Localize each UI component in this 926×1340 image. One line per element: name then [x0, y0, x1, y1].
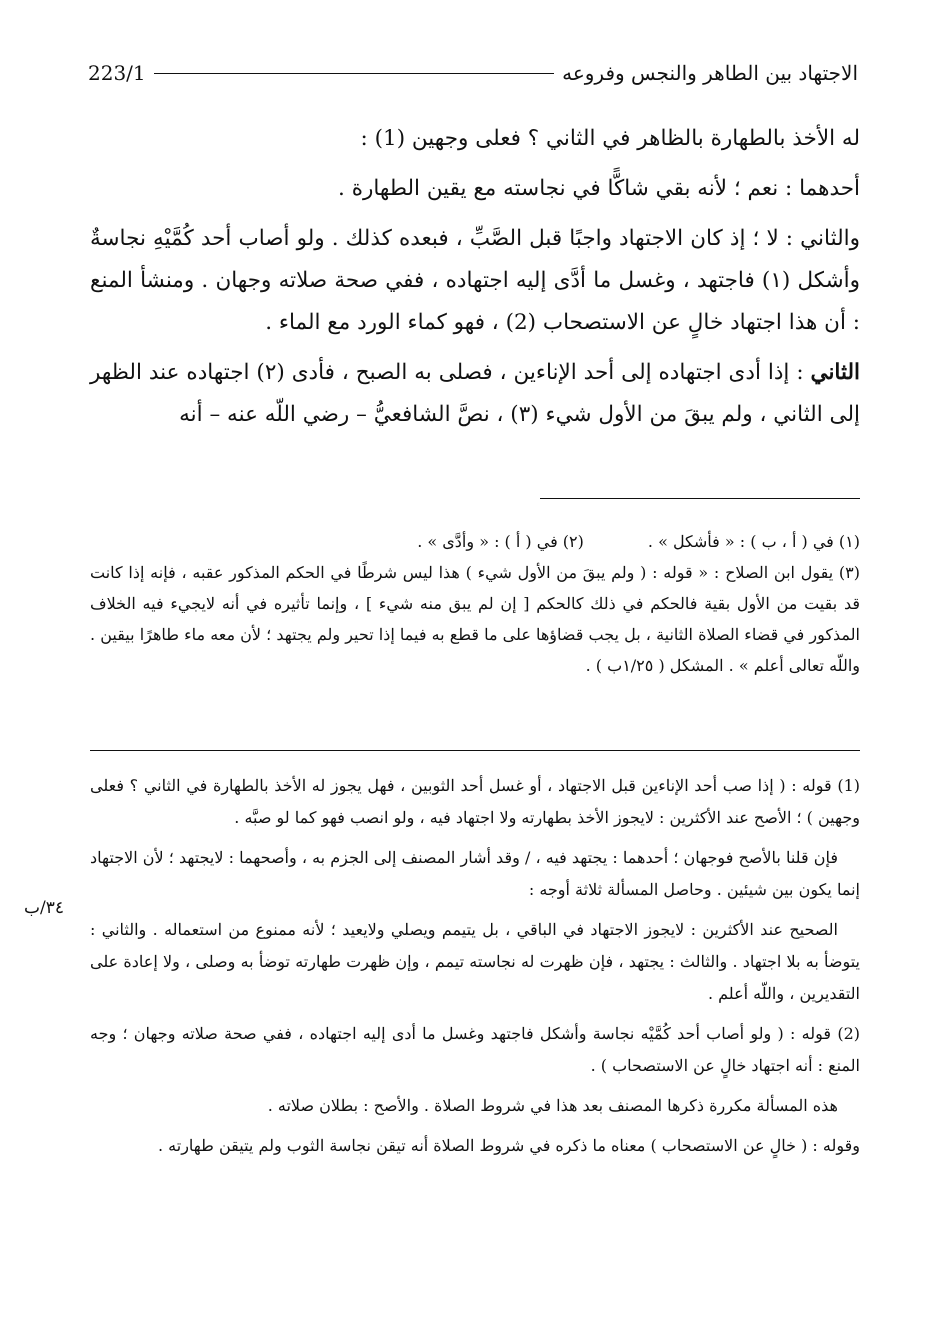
main-text — [90, 118, 860, 444]
footnote-separator — [540, 498, 860, 499]
footnote-2: (٢) في ( أ ) : « وأدَّى » . — [417, 532, 584, 551]
paragraph-4 — [90, 352, 860, 436]
paragraph-2: أحدهما : نعم ؛ لأنه بقي شاكًّا في نجاسته مع يقين الطهارة . — [338, 176, 860, 201]
running-title: الاجتهاد بين الطاهر والنجس وفروعه — [562, 61, 858, 85]
commentary-2: فإن قلنا بالأصح فوجهان ؛ أحدهما : يجتهد فيه ، / وقد أشار المصنف إلى الجزم به ، وأصحهما : لايجتهد ؛ لأن الاجتهاد إنما يكون بين شيئين . وحاصل المسألة ثلاثة أوجه : — [90, 848, 860, 899]
footnote-1: (١) في ( أ ، ب ) : « فأشكل » . — [647, 532, 860, 551]
page-number: 223/1 — [88, 61, 146, 85]
commentary — [90, 770, 860, 1170]
header-rule — [154, 73, 554, 74]
paragraph-1: له الأخذ بالطهارة بالظاهر في الثاني ؟ فعلى وجهين (1) : — [360, 126, 860, 151]
commentary-5: هذه المسألة مكررة ذكرها المصنف بعد هذا في شروط الصلاة . والأصح : بطلان صلاته . — [267, 1096, 838, 1115]
commentary-3: الصحيح عند الأكثرين : لايجوز الاجتهاد في الباقي ، بل يتيمم ويصلي ولايعيد ؛ لأنه ممنوع من استعماله . والثاني : يتوضأ به بلا اجتهاد . والثالث : يجتهد ، فإن ظهرت له نجاسته تيمم ، وإن ظهرت طهارته توضأ به وصلى ، ولا إعادة على التقديرين ، واللّه أعلم . — [90, 920, 860, 1003]
footnotes — [90, 526, 860, 681]
commentary-6: وقوله : ( خالٍ عن الاستصحاب ) معناه ما ذكره في شروط الصلاة أنه تيقن نجاسة الثوب ولم يتيقن طهارته . — [158, 1136, 860, 1155]
footnote-3: (٣) يقول ابن الصلاح : « قوله : ( ولم يبقَ من الأول شيء ) هذا ليس شرطًا في الحكم المذكور عقبه ، فإنه إذا كانت قد بقيت من الأول بقية فالحكم في ذلك كالحكم [ إن لم يبق منه شيء ] ، وإنما تأثيره في أنه لايجيء فيه الخلاف المذكور في قضاء الصلاة الثانية ، بل يجب قضاؤها على ما قطع به فيما إذا تحير ولم يجتهد ؛ لأن معه ماء طاهرًا بيقين . واللّه تعالى أعلم » . المشكل ( ١/٢٥ب ) . — [90, 563, 860, 675]
margin-folio-note: ٣٤/ب — [24, 898, 64, 918]
section-heading: الثاني — [810, 360, 860, 385]
paragraph-4-body: : إذا أدى اجتهاده إلى أحد الإناءين ، فصلى به الصبح ، فأدى (٢) اجتهاده عند الظهر إلى الثاني ، ولم يبقَ من الأول شيء (٣) ، نصَّ الشافعيُّ – رضي اللّه عنه – أنه — [90, 360, 860, 427]
commentary-separator — [90, 750, 860, 751]
commentary-4: (2) قوله : ( ولو أصاب أحد كُمَّيْه نجاسة وأشكل فاجتهد وغسل ما أدى إليه اجتهاده ، ففي صحة صلاته وجهان ؛ وجه المنع : أنه اجتهاد خالٍ عن الاستصحاب ) . — [90, 1024, 860, 1075]
commentary-1: (1) قوله : ( إذا صب أحد الإناءين قبل الاجتهاد ، أو غسل أحد الثوبين ، فهل يجوز له الأخذ بالطهارة في الثاني ؟ فعلى وجهين ) ؛ الأصح عند الأكثرين : لايجوز الأخذ بطهارته ولا اجتهاد فيه ، ولو انصب فهو كما لو صبَّه . — [90, 776, 860, 827]
footnote-row — [90, 526, 860, 557]
paragraph-3: والثاني : لا ؛ إذ كان الاجتهاد واجبًا قبل الصَّبِّ ، فبعده كذلك . ولو أصاب أحد كُمَّيْهِ نجاسةٌ وأشكل (١) فاجتهد ، وغسل ما أدَّى إليه اجتهاده ، ففي صحة صلاته وجهان . ومنشأ المنع : أن هذا اجتهاد خالٍ عن الاستصحاب (2) ، فهو كماء الورد مع الماء . — [90, 226, 861, 335]
running-header — [88, 58, 858, 88]
